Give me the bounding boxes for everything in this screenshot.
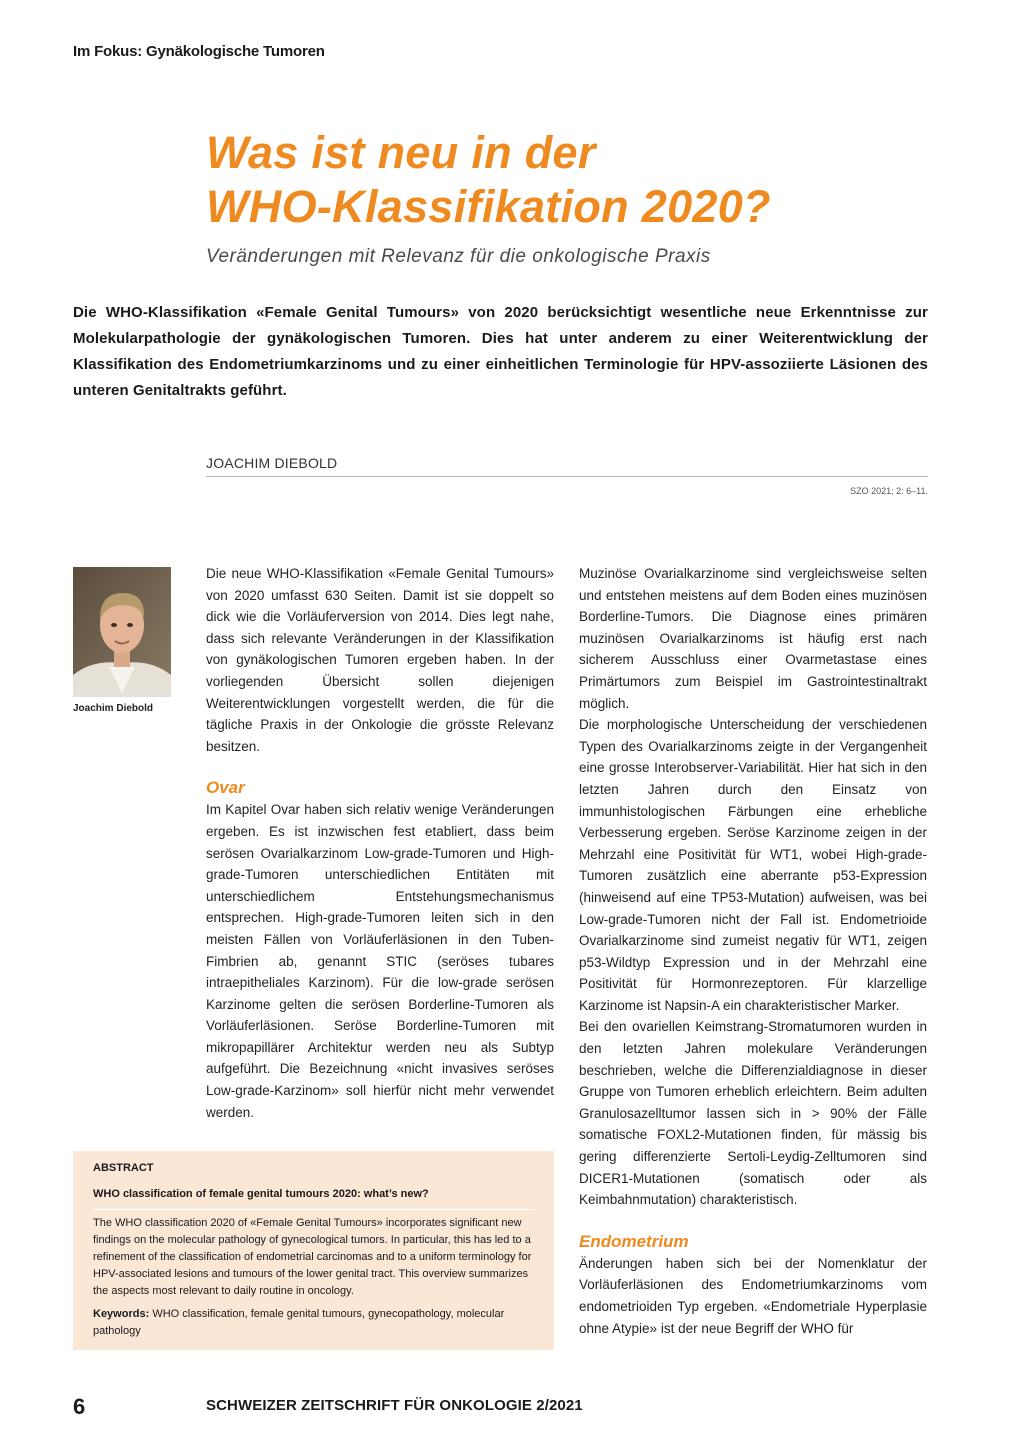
journal-name: SCHWEIZER ZEITSCHRIFT FÜR ONKOLOGIE 2/2021 bbox=[206, 1397, 583, 1414]
abstract-label: ABSTRACT bbox=[93, 1162, 154, 1174]
stromal-tumor-paragraph: Bei den ovariellen Keimstrang-Stromatumoren wurden in den letzten Jahren molekulare Veränderungen beschrieben, welche die Differenzialdiagnose in dieser Gruppe von Tumoren erheblich erleichtern. Beim adulten Granulosazelltumor lassen sich in > 90% der Fälle somatische FOXL2-Mutationen finden, für mässig bis gering differenzierte Sertoli-Leydig-Zelltumoren sind DICER1-Mutationen (somatisch oder als Keimbahnmutation) charakteristisch. bbox=[579, 1019, 927, 1208]
abstract-box bbox=[73, 1151, 554, 1350]
author-portrait-image bbox=[73, 567, 171, 697]
abstract-title: WHO classification of female genital tumours 2020: what’s new? bbox=[93, 1188, 429, 1200]
section-heading-ovar: Ovar bbox=[206, 778, 245, 798]
ovar-paragraph: Im Kapitel Ovar haben sich relativ wenige Veränderungen ergeben. Es ist inzwischen fest etabliert, dass beim serösen Ovarialkarzinom Low-grade-Tumoren und High-grade-Tumoren unterschiedlichen Entitäten mit unterschiedlichem Entstehungsmechanismus entsprechen. High-grade-Tumoren leiten sich in den meisten Fällen von Vorläuferläsionen in den Tuben-Fimbrien ab, genannt STIC (seröses tubares intraepitheliales Karzinom). Für die low-grade serösen Karzinome gelten die serösen Borderline-Tumoren als Vorläuferläsionen. Seröse Borderline-Tumoren mit mikropapillärer Architektur werden neu als Subtyp aufgeführt. Die Bezeichnung «nicht invasives seröses Low-grade-Karzinom» soll hierfür nicht mehr verwendet werden. bbox=[206, 802, 554, 1120]
article-title-line-1: Was ist neu in der bbox=[206, 127, 596, 178]
keywords-label: Keywords: bbox=[93, 1308, 150, 1320]
abstract-keywords bbox=[93, 1306, 534, 1340]
article-title-line-2: WHO-Klassifikation 2020? bbox=[206, 181, 771, 232]
endometrium-paragraph: Änderungen haben sich bei der Nomenklatur der Vorläuferläsionen des Endometriumkarzinoms vom endometrioiden Typ ergeben. «Endometriale Hyperplasie ohne Atypie» ist der neue Begriff der WHO für bbox=[579, 1255, 927, 1336]
abstract-body: The WHO classification 2020 of «Female Genital Tumours» incorporates significant new findings on the molecular pathology of gynecological tumors. In particular, this has led to a refinement of the classification of endometrial carcinomas and to a uniform terminology for HPV-associated lesions and tumours of the lower genital tract. This overview summarizes the aspects most relevant to daily routine in oncology. bbox=[93, 1217, 532, 1297]
author-name: JOACHIM DIEBOLD bbox=[206, 455, 338, 471]
section-label: Im Fokus: Gynäkologische Tumoren bbox=[73, 43, 325, 60]
section-heading-endometrium: Endometrium bbox=[579, 1231, 689, 1251]
author-photo bbox=[73, 567, 171, 697]
morphology-paragraph: Die morphologische Unterscheidung der verschiedenen Typen des Ovarialkarzinoms zeigte in der Vergangenheit eine grosse Interobserver-Variabilität. Hier hat sich in den letzten Jahren durch den Einsatz von immunhistologischen Färbungen eine erhebliche Verbesserung ergeben. Seröse Karzinome zeigen in der Mehrzahl eine Positivität für WT1, wobei High-grade-Tumoren zusätzlich eine aberrante p53-Expression (hinweisend auf eine TP53-Mutation) aufweisen, was bei Low-grade-Tumoren nicht der Fall ist. Endometrioide Ovarialkarzinome sind zumeist negativ für WT1, zeigen p53-Wildtyp Expression und in der Mehrzahl eine Positivität für Hormonrezeptoren. Für klarzellige Karzinome ist Napsin-A ein charakteristischer Marker. bbox=[579, 717, 927, 1013]
text-column-1 bbox=[206, 563, 554, 1123]
keywords-text: WHO classification, female genital tumours, gynecopathology, molecular pathology bbox=[93, 1308, 505, 1337]
intro-paragraph: Die neue WHO-Klassifikation «Female Genital Tumours» von 2020 umfasst 630 Seiten. Damit ist sie doppelt so dick wie die Vorläuferversion von 2014. Dies legt nahe, dass sich relevante Veränderungen in der Klassifikation von gynäkologischen Tumoren ergeben haben. In der vorliegenden Übersicht sollen diejenigen Weiterentwicklungen vorgestellt werden, die für die tägliche Praxis in der Onkologie die grösste Relevanz besitzen. bbox=[206, 566, 554, 754]
photo-caption: Joachim Diebold bbox=[73, 703, 154, 714]
article-title bbox=[206, 126, 966, 234]
lead-paragraph: Die WHO-Klassifikation «Female Genital Tumours» von 2020 berücksichtigt wesentliche neue Erkenntnisse zur Molekularpathologie der gynäkologischen Tumoren. Dies hat unter anderem zu einer Weiterentwicklung der Klassifikation des Endometriumkarzinoms und zu einer einheitlichen Terminologie für HPV-assoziierte Läsionen des unteren Genitaltrakts geführt. bbox=[73, 304, 928, 399]
mucinous-paragraph: Muzinöse Ovarialkarzinome sind vergleichsweise selten und entstehen meistens auf dem Boden eines muzinösen Borderline-Tumors. Die Diagnose eines primären muzinösen Ovarialkarzinoms ist häufig erst nach sicherem Ausschluss einer Ovarmetastase eines Primärtumors zum Beispiel im Gastrointestinaltrakt möglich. bbox=[579, 566, 927, 711]
text-column-2 bbox=[579, 563, 927, 1339]
author-divider bbox=[206, 476, 928, 477]
citation: SZO 2021; 2: 6–11. bbox=[850, 486, 928, 496]
abstract-divider bbox=[93, 1209, 534, 1210]
page-number: 6 bbox=[73, 1394, 86, 1419]
article-subtitle: Veränderungen mit Relevanz für die onkologische Praxis bbox=[206, 246, 711, 267]
